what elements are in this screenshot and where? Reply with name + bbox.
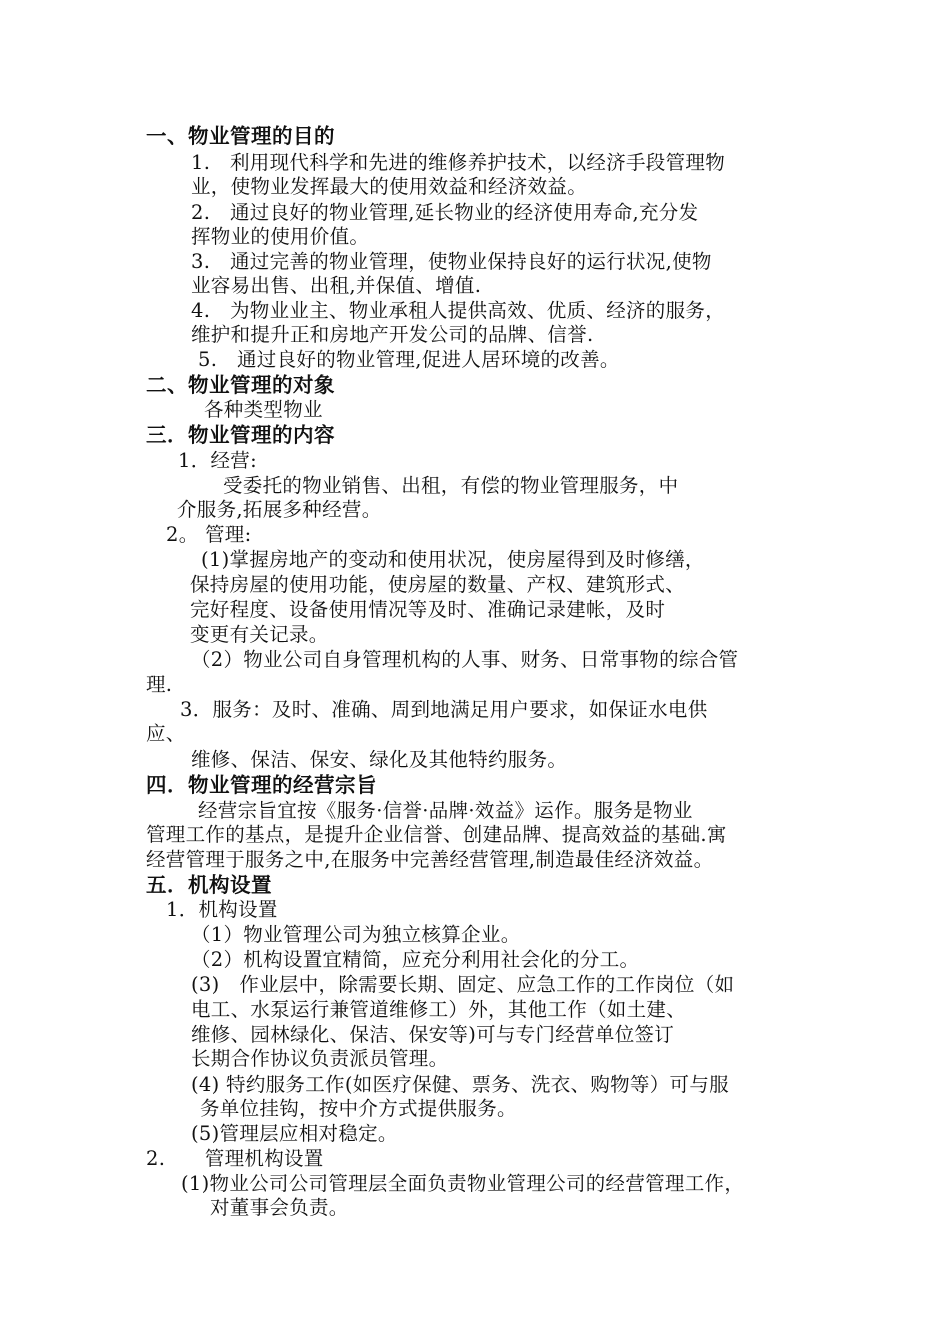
section-heading: 五．机构设置	[146, 873, 272, 897]
paragraph-line: (3) 作业层中，除需要长期、固定、应急工作的工作岗位（如	[191, 973, 735, 996]
paragraph-line: (1)掌握房地产的变动和使用状况，使房屋得到及时修缮，	[201, 548, 705, 571]
paragraph-line: 经营管理于服务之中,在服务中完善经营管理,制造最佳经济效益。	[146, 848, 714, 871]
section-heading: 四．物业管理的经营宗旨	[146, 773, 377, 797]
paragraph-line: 1．机构设置	[166, 898, 278, 921]
paragraph-line: 各种类型物业	[204, 398, 323, 421]
paragraph-line: 业容易出售、出租,并保值、增值.	[191, 274, 482, 297]
paragraph-line: 1. 利用现代科学和先进的维修养护技术，以经济手段管理物	[191, 151, 726, 174]
section-heading: 二、物业管理的对象	[146, 373, 335, 397]
paragraph-line: 维修、保洁、保安、绿化及其他特约服务。	[191, 748, 568, 771]
paragraph-line: 业，使物业发挥最大的使用效益和经济效益。	[191, 175, 588, 198]
paragraph-line: 经营宗旨宜按《服务·信誉·品牌·效益》运作。服务是物业	[198, 799, 693, 822]
paragraph-line: 2。 管理:	[166, 523, 252, 546]
paragraph-line: 理.	[146, 673, 173, 696]
paragraph-line: （1）物业管理公司为独立核算企业。	[191, 923, 521, 946]
paragraph-line: (1)物业公司公司管理层全面负责物业管理公司的经营管理工作，	[181, 1172, 745, 1195]
paragraph-line: 2. 通过良好的物业管理,延长物业的经济使用寿命,充分发	[191, 201, 699, 224]
paragraph-line: 应、	[146, 722, 186, 745]
paragraph-line: （2）物业公司自身管理机构的人事、财务、日常事物的综合管	[191, 648, 739, 671]
paragraph-line: 长期合作协议负责派员管理。	[191, 1047, 449, 1070]
paragraph-line: 4. 为物业业主、物业承租人提供高效、优质、经济的服务，	[191, 299, 726, 322]
paragraph-line: 5. 通过良好的物业管理,促进人居环境的改善。	[198, 348, 620, 371]
paragraph-line: 3. 通过完善的物业管理，使物业保持良好的运行状况,使物	[191, 250, 712, 273]
paragraph-line: 2. 管理机构设置	[146, 1147, 324, 1170]
paragraph-line: 介服务,拓展多种经营。	[177, 498, 382, 521]
section-heading: 一、物业管理的目的	[146, 124, 335, 148]
paragraph-line: （2）机构设置宜精简，应充分利用社会化的分工。	[191, 948, 640, 971]
paragraph-line: (5)管理层应相对稳定。	[191, 1122, 398, 1145]
paragraph-line: 挥物业的使用价值。	[191, 225, 370, 248]
paragraph-line: 保持房屋的使用功能，使房屋的数量、产权、建筑形式、	[190, 573, 686, 596]
paragraph-line: 电工、水泵运行兼管道维修工）外，其他工作（如土建、	[191, 998, 687, 1021]
paragraph-line: 变更有关记录。	[190, 623, 329, 646]
paragraph-line: 受委托的物业销售、出租，有偿的物业管理服务，中	[223, 474, 679, 497]
paragraph-line: (4) 特约服务工作(如医疗保健、票务、洗衣、购物等）可与服	[191, 1073, 729, 1096]
paragraph-line: 管理工作的基点，是提升企业信誉、创建品牌、提高效益的基础.寓	[146, 823, 727, 846]
section-heading: 三．物业管理的内容	[146, 423, 335, 447]
paragraph-line: 维修、园林绿化、保洁、保安等)可与专门经营单位签订	[191, 1023, 675, 1046]
paragraph-line: 对董事会负责。	[210, 1196, 349, 1219]
paragraph-line: 维护和提升正和房地产开发公司的品牌、信誉.	[191, 323, 594, 346]
paragraph-line: 1．经营:	[178, 449, 257, 472]
paragraph-line: 完好程度、设备使用情况等及时、准确记录建帐，及时	[190, 598, 666, 621]
paragraph-line: 3．服务：及时、准确、周到地满足用户要求，如保证水电供	[180, 698, 708, 721]
paragraph-line: 务单位挂钩，按中介方式提供服务。	[200, 1097, 517, 1120]
